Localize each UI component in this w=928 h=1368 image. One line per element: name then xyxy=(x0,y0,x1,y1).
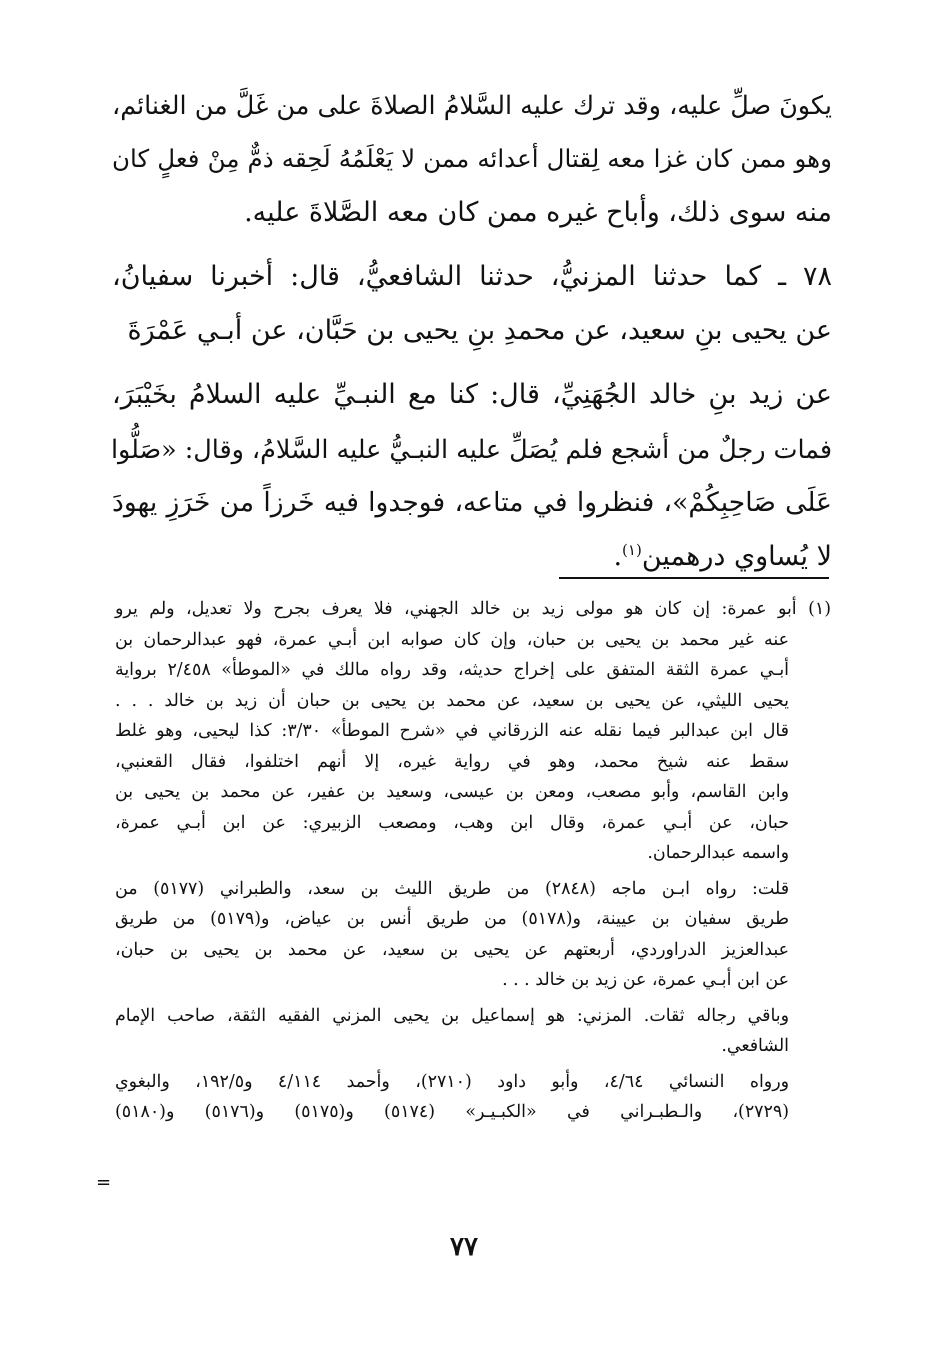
footnote-line: واسمه عبدالرحمان. xyxy=(647,843,789,863)
footnote-line: قال ابن عبدالبر فيما نقله عنه الزرقاني في «شرح الموطأ» ٣/٣٠: كذا ليحيى، وهو غلط xyxy=(115,721,789,741)
main-line: وهو ممن كان غزا معه لِقتال أعدائه ممن لا يَعْلَمُهُ لَحِقه ذمٌّ مِنْ فعلٍ كان xyxy=(112,144,832,173)
continuation-mark: = xyxy=(96,1172,112,1193)
end-period: . xyxy=(613,541,623,572)
footnote-line: سقط عنه شيخ محمد، وهو في رواية غيره، إلا أنهم اختلفوا، فقال القعنبي، xyxy=(115,751,789,772)
footnote-line: أبـي عمرة الثقة المتفق على إخراج حديثه، وقد رواه مالك في «الموطأ» ٢/٤٥٨ برواية xyxy=(115,660,790,680)
main-line: عَلَى صَاحِبِكُمْ»، فنظروا في متاعه، فوجدوا فيه خَرزاً من خَرَزِ يهودَ xyxy=(112,487,832,518)
footnote-line: طريق سفيان بن عيينة، و(٥١٧٨) من طريق أنس بن عياض، و(٥١٧٩) من طريق xyxy=(115,909,790,929)
footnote-line: وباقي رجاله ثقات. المزني: هو إسماعيل بن يحيى المزني الفقيه الثقة، صاحب الإمام xyxy=(115,1005,789,1026)
footnote-marker: (١) xyxy=(622,541,642,559)
footnote-line: (١) أبو عمرة: إن كان هو مولى زيد بن خالد الجهني، فلا يعرف بجرح ولا تعديل، ولم يرو xyxy=(115,599,832,619)
hadith-number-line: ٧٨ ـ كما حدثنا المزنيُّ، حدثنا الشافعيُّ، قال: أخبرنا سفيانُ، xyxy=(112,261,832,292)
main-line: فمات رجلٌ من أشجع فلم يُصَلِّ عليه النبـيُّ عليه السَّلامُ، وقال: «صَلُّوا xyxy=(110,434,832,464)
footnote-line: الشافعي. xyxy=(721,1036,789,1056)
footnote-line: عنه غير محمد بن يحيى بن حبان، وإن كان صوابه ابن أبـي عمرة، فهو عبدالرحمان بن xyxy=(115,629,789,650)
footnote-line: عن ابن أبـي عمرة، عن زيد بن خالد . . . xyxy=(502,970,789,990)
main-line: منه سوى ذلك، وأباح غيره ممن كان معه الصَّلاةَ عليه. xyxy=(244,197,832,228)
main-line-last xyxy=(112,530,832,584)
footnote-line: ورواه النسائي ٤/٦٤، وأبو داود (٢٧١٠)، وأحمد ٤/١١٤ و١٩٢/٥، والبغوي xyxy=(115,1071,789,1092)
page-number: ٧٧ xyxy=(450,1232,478,1262)
footnote-separator xyxy=(559,577,829,579)
main-line: عن زيد بنِ خالد الجُهَنِيِّ، قال: كنا مع النبـيِّ عليه السلامُ بخَيْبَرَ، xyxy=(112,379,832,410)
footnote-line: عبدالعزيز الدراوردي، أربعتهم عن يحيى بن سعيد، عن محمد بن يحيى بن حبان، xyxy=(115,939,789,960)
footnote-line: (٢٧٢٩)، والـطبـراني في «الكبـيـر» (٥١٧٤) و(٥١٧٥) و(٥١٧٦) و(٥١٨٠) xyxy=(115,1102,790,1122)
footnote-line: حبان، عن أبـي عمرة، وقال ابن وهب، ومصعب الزبيري: عن ابن أبـي عمرة، xyxy=(115,812,789,833)
footnote-line: يحيى الليثي، عن يحيى بن سعيد، عن محمد بن يحيى بن حبان أن زيد بن خالد . . . xyxy=(115,690,789,711)
main-text xyxy=(112,78,832,584)
footnotes xyxy=(115,594,831,1128)
main-line-text: لا يُساوي درهمين xyxy=(641,541,832,572)
main-line: عن يحيى بنِ سعيد، عن محمدِ بنِ يحيى بن حَبَّان، عن أبـي عَمْرَةَ xyxy=(127,315,832,346)
footnote-line: وابن القاسم، وأبو مصعب، ومعن بن عيسى، وسعيد بن عفير، عن محمد بن يحيى بن xyxy=(115,782,789,802)
main-line: يكونَ صلِّ عليه، وقد ترك عليه السَّلامُ الصلاةَ على من غَلَّ من الغنائم، xyxy=(112,90,832,120)
footnote-line: قلت: رواه ابـن ماجه (٢٨٤٨) من طريق الليث بن سعد، والطبراني (٥١٧٧) من xyxy=(115,878,790,899)
